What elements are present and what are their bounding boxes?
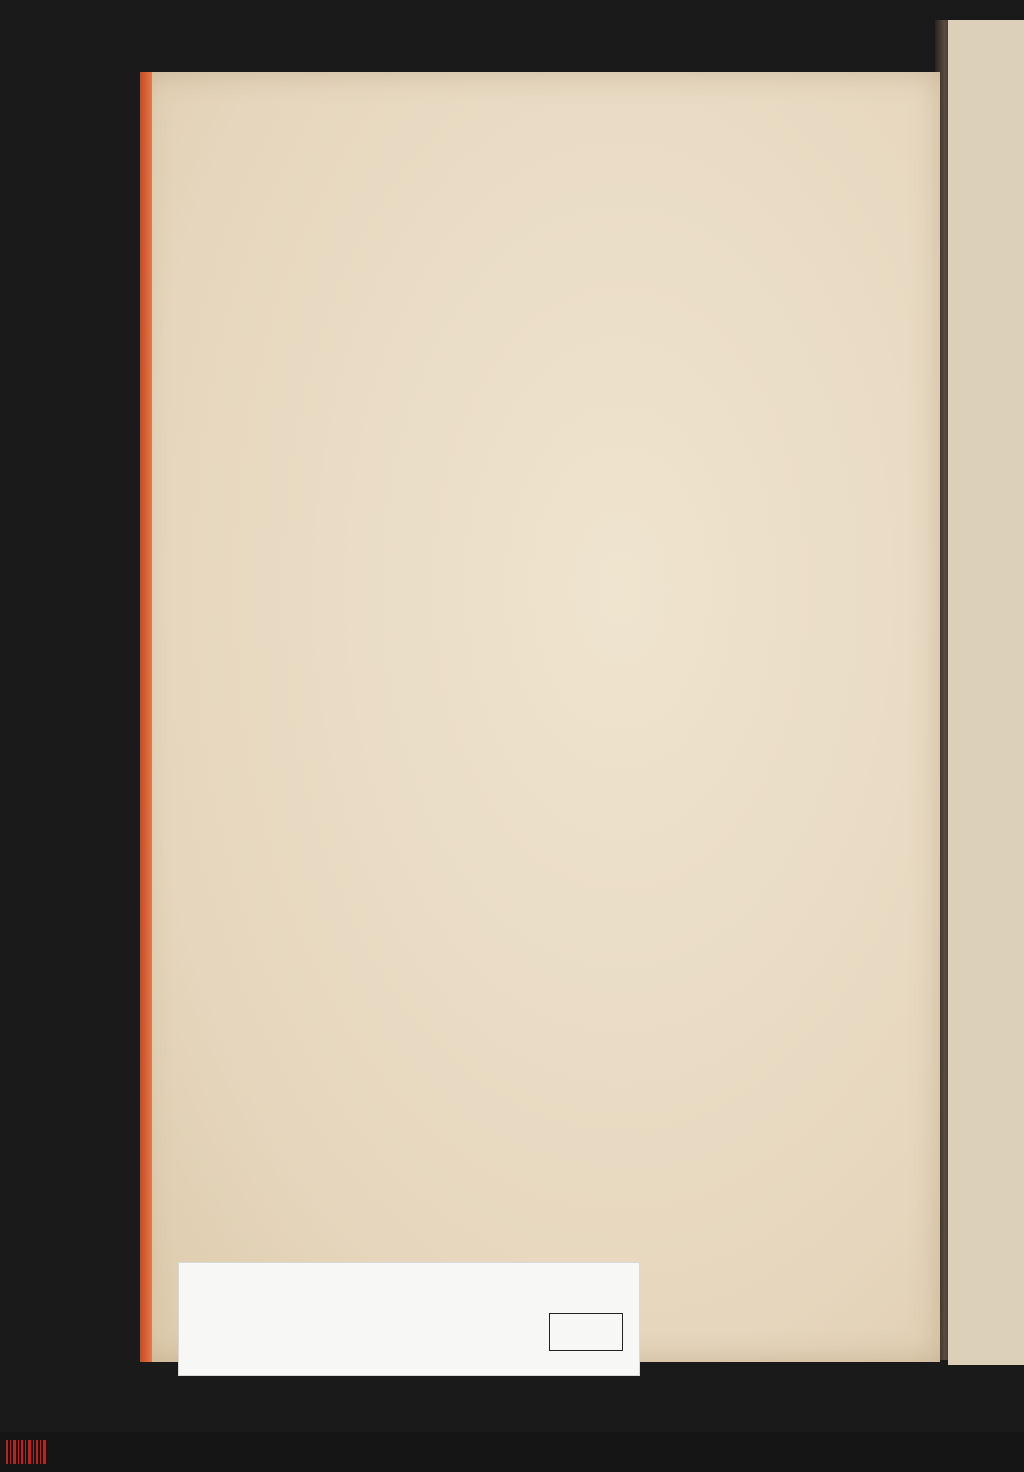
color-calibration-card: [178, 1262, 640, 1376]
ruler: [205, 1313, 443, 1353]
page-text: [318, 92, 930, 180]
book-page: [140, 72, 940, 1362]
page-red-edge: [140, 72, 152, 1362]
barcode-icon: [6, 1438, 48, 1466]
footer-bar: [0, 1432, 1024, 1472]
gray-scale-swatches: [549, 1313, 623, 1351]
facing-page: [948, 20, 1024, 1365]
section-heading: [318, 104, 930, 148]
catchword: [318, 148, 930, 180]
